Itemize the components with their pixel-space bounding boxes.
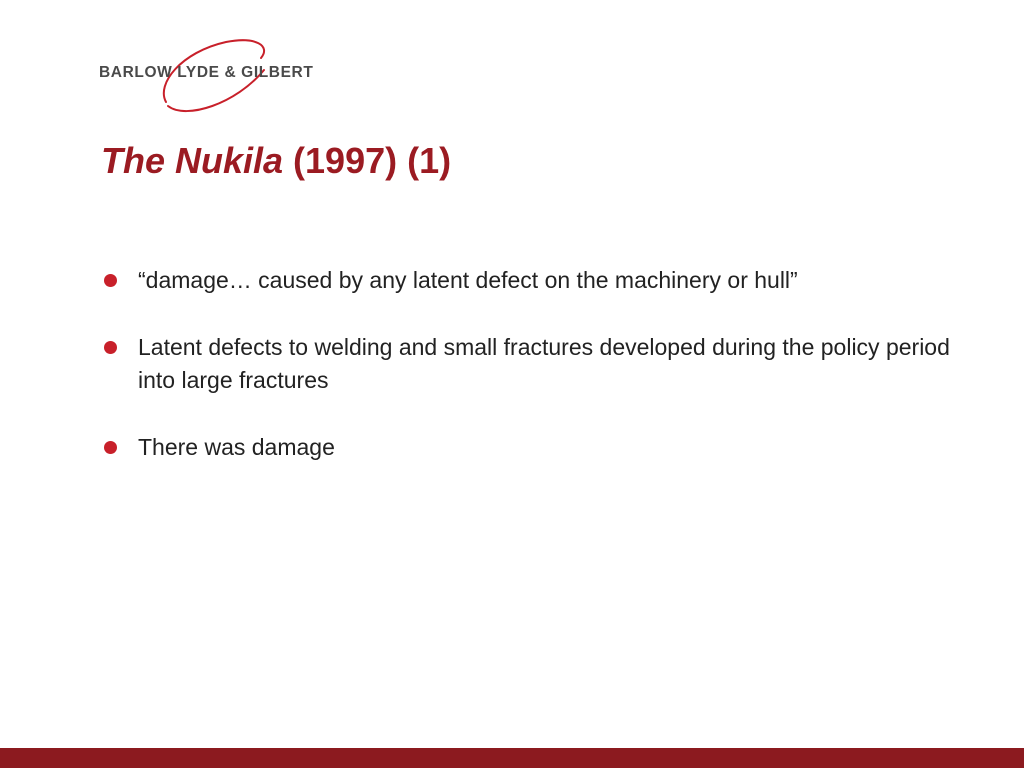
- footer-bar: [0, 748, 1024, 768]
- bullet-item: [102, 331, 982, 397]
- bullet-dot-icon: [104, 274, 117, 287]
- bullet-dot-icon: [104, 341, 117, 354]
- bullet-text: Latent defects to welding and small fractures developed during the policy period into large fractures: [138, 334, 950, 393]
- bullet-item: [102, 431, 982, 464]
- title-case-name: The Nukila: [101, 140, 284, 181]
- title-year: (1997) (1): [283, 140, 452, 181]
- bullet-text: “damage… caused by any latent defect on the machinery or hull”: [138, 267, 798, 293]
- bullet-item: [102, 264, 982, 297]
- logo-text: BARLOW LYDE & GILBERT: [99, 64, 314, 81]
- company-logo: [96, 34, 346, 118]
- bullet-list: [102, 264, 982, 498]
- slide-title: [101, 140, 451, 181]
- bullet-dot-icon: [104, 441, 117, 454]
- bullet-text: There was damage: [138, 434, 335, 460]
